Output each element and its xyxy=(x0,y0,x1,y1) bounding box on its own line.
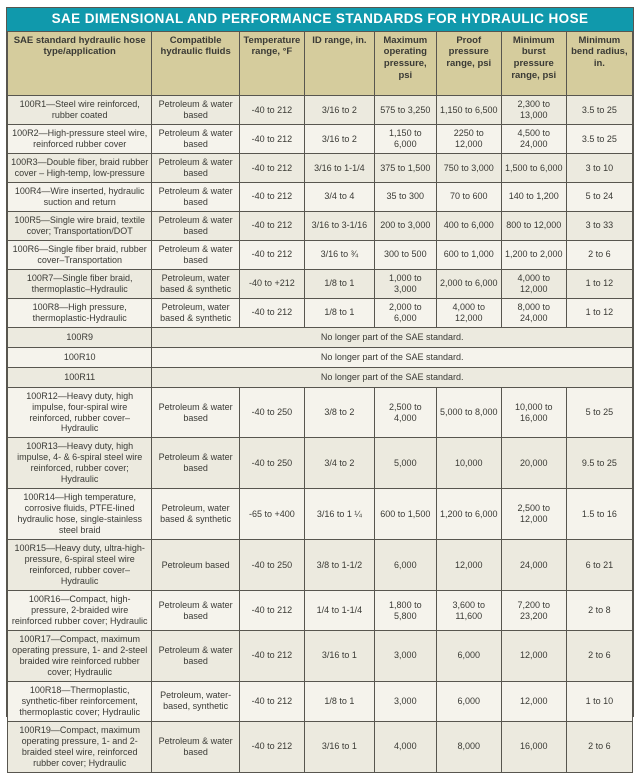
value-cell: 1,000 to 3,000 xyxy=(374,269,436,298)
value-cell: 3/4 to 2 xyxy=(304,438,374,489)
table-row xyxy=(8,630,633,681)
value-cell: 16,000 xyxy=(501,721,566,772)
table-row xyxy=(8,681,633,721)
value-cell: 1/8 to 1 xyxy=(304,269,374,298)
value-cell: 3,600 to 11,600 xyxy=(436,591,501,631)
value-cell: 1 to 12 xyxy=(566,269,632,298)
hose-type-cell: 100R6—Single fiber braid, rubber cover–Transportation xyxy=(8,240,152,269)
value-cell: 2 to 8 xyxy=(566,591,632,631)
value-cell: 3 to 33 xyxy=(566,211,632,240)
value-cell: 2 to 6 xyxy=(566,721,632,772)
table-row xyxy=(8,327,633,347)
value-cell: -40 to 212 xyxy=(239,630,304,681)
value-cell: -40 to 250 xyxy=(239,387,304,438)
column-header: Maximum operating pressure, psi xyxy=(374,31,436,95)
hose-type-cell: 100R9 xyxy=(8,327,152,347)
value-cell: Petroleum & water based xyxy=(152,438,240,489)
value-cell: 12,000 xyxy=(436,540,501,591)
value-cell: 600 to 1,500 xyxy=(374,489,436,540)
value-cell: 3/8 to 2 xyxy=(304,387,374,438)
value-cell: 1/8 to 1 xyxy=(304,298,374,327)
value-cell: 2,000 to 6,000 xyxy=(374,298,436,327)
value-cell: 7,200 to 23,200 xyxy=(501,591,566,631)
header-row xyxy=(8,31,633,95)
value-cell: -40 to 212 xyxy=(239,681,304,721)
value-cell: 6,000 xyxy=(436,681,501,721)
value-cell: Petroleum & water based xyxy=(152,721,240,772)
value-cell: 400 to 6,000 xyxy=(436,211,501,240)
value-cell: 1,200 to 2,000 xyxy=(501,240,566,269)
value-cell: 2,500 to 12,000 xyxy=(501,489,566,540)
value-cell: 2 to 6 xyxy=(566,630,632,681)
value-cell: 3 to 10 xyxy=(566,154,632,183)
value-cell: 6,000 xyxy=(374,540,436,591)
value-cell: 3,000 xyxy=(374,681,436,721)
value-cell: 1 to 12 xyxy=(566,298,632,327)
value-cell: 1,150 to 6,500 xyxy=(436,96,501,125)
value-cell: Petroleum, water-based, synthetic xyxy=(152,681,240,721)
value-cell: -40 to 212 xyxy=(239,298,304,327)
value-cell: 3.5 to 25 xyxy=(566,96,632,125)
value-cell: 5,000 xyxy=(374,438,436,489)
column-header: SAE standard hydraulic hose type/application xyxy=(8,31,152,95)
hose-type-cell: 100R18—Thermoplastic, synthetic-fiber reinforcement, thermoplastic cover; Hydraulic xyxy=(8,681,152,721)
table-row xyxy=(8,298,633,327)
value-cell: 12,000 xyxy=(501,681,566,721)
value-cell: Petroleum & water based xyxy=(152,387,240,438)
hose-type-cell: 100R19—Compact, maximum operating pressure, 1- and 2-braided steel wire, reinforced rubber cover; Hydraulic xyxy=(8,721,152,772)
value-cell: 2,000 to 6,000 xyxy=(436,269,501,298)
value-cell: 5 to 25 xyxy=(566,387,632,438)
value-cell: 2250 to 12,000 xyxy=(436,125,501,154)
value-cell: -40 to 212 xyxy=(239,721,304,772)
value-cell: -40 to 250 xyxy=(239,540,304,591)
table-row xyxy=(8,367,633,387)
hose-standards-table-card xyxy=(6,7,634,768)
table-row xyxy=(8,721,633,772)
hose-type-cell: 100R2—High-pressure steel wire, reinforced rubber cover xyxy=(8,125,152,154)
value-cell: -40 to 250 xyxy=(239,438,304,489)
value-cell: -65 to +400 xyxy=(239,489,304,540)
value-cell: 375 to 1,500 xyxy=(374,154,436,183)
hose-type-cell: 100R16—Compact, high-pressure, 2-braided wire reinforced rubber cover; Hydraulic xyxy=(8,591,152,631)
column-header: Minimum bend radius, in. xyxy=(566,31,632,95)
value-cell: 8,000 xyxy=(436,721,501,772)
value-cell: 600 to 1,000 xyxy=(436,240,501,269)
value-cell: 1/4 to 1-1/4 xyxy=(304,591,374,631)
value-cell: 2 to 6 xyxy=(566,240,632,269)
hose-type-cell: 100R15—Heavy duty, ultra-high-pressure, 6-spiral steel wire reinforced, rubber cover–Hydraulic xyxy=(8,540,152,591)
value-cell: 3/16 to ¾ xyxy=(304,240,374,269)
value-cell: 3/16 to 3-1/16 xyxy=(304,211,374,240)
value-cell: 35 to 300 xyxy=(374,182,436,211)
column-header: Minimum burst pressure range, psi xyxy=(501,31,566,95)
value-cell: 3/16 to 1 xyxy=(304,630,374,681)
value-cell: 12,000 xyxy=(501,630,566,681)
value-cell: -40 to 212 xyxy=(239,125,304,154)
value-cell: 1,800 to 5,800 xyxy=(374,591,436,631)
value-cell: 10,000 to 16,000 xyxy=(501,387,566,438)
value-cell: Petroleum & water based xyxy=(152,240,240,269)
value-cell: 140 to 1,200 xyxy=(501,182,566,211)
table-title: SAE DIMENSIONAL AND PERFORMANCE STANDARDS FOR HYDRAULIC HOSE xyxy=(7,8,633,31)
value-cell: 1.5 to 16 xyxy=(566,489,632,540)
value-cell: Petroleum, water based & synthetic xyxy=(152,269,240,298)
column-header: Compatible hydraulic fluids xyxy=(152,31,240,95)
value-cell: 9.5 to 25 xyxy=(566,438,632,489)
column-header: Temperature range, °F xyxy=(239,31,304,95)
hose-type-cell: 100R1—Steel wire reinforced, rubber coated xyxy=(8,96,152,125)
value-cell: 3/16 to 2 xyxy=(304,125,374,154)
hose-type-cell: 100R11 xyxy=(8,367,152,387)
value-cell: 3,000 xyxy=(374,630,436,681)
value-cell: 1 to 10 xyxy=(566,681,632,721)
defunct-note-cell: No longer part of the SAE standard. xyxy=(152,367,633,387)
table-row xyxy=(8,387,633,438)
value-cell: -40 to 212 xyxy=(239,96,304,125)
table-row xyxy=(8,154,633,183)
value-cell: 3.5 to 25 xyxy=(566,125,632,154)
value-cell: 24,000 xyxy=(501,540,566,591)
value-cell: 4,000 to 12,000 xyxy=(501,269,566,298)
value-cell: 6,000 xyxy=(436,630,501,681)
table-row xyxy=(8,489,633,540)
table-row xyxy=(8,240,633,269)
value-cell: 3/4 to 4 xyxy=(304,182,374,211)
value-cell: 1,200 to 6,000 xyxy=(436,489,501,540)
table-row xyxy=(8,269,633,298)
defunct-note-cell: No longer part of the SAE standard. xyxy=(152,327,633,347)
defunct-note-cell: No longer part of the SAE standard. xyxy=(152,347,633,367)
hose-type-cell: 100R4—Wire inserted, hydraulic suction and return xyxy=(8,182,152,211)
hose-type-cell: 100R3—Double fiber, braid rubber cover – High-temp, low-pressure xyxy=(8,154,152,183)
value-cell: 3/16 to 1 ¼ xyxy=(304,489,374,540)
table-row xyxy=(8,125,633,154)
value-cell: -40 to +212 xyxy=(239,269,304,298)
table-row xyxy=(8,347,633,367)
sae-hose-standards-table xyxy=(7,31,633,773)
column-header: Proof pressure range, psi xyxy=(436,31,501,95)
hose-type-cell: 100R13—Heavy duty, high impulse, 4- & 6-spiral steel wire reinforced, rubber cover; Hydraulic xyxy=(8,438,152,489)
hose-type-cell: 100R5—Single wire braid, textile cover; Transportation/DOT xyxy=(8,211,152,240)
value-cell: -40 to 212 xyxy=(239,182,304,211)
value-cell: Petroleum, water based & synthetic xyxy=(152,298,240,327)
value-cell: Petroleum & water based xyxy=(152,125,240,154)
hose-type-cell: 100R8—High pressure, thermoplastic-Hydraulic xyxy=(8,298,152,327)
value-cell: Petroleum & water based xyxy=(152,182,240,211)
value-cell: 800 to 12,000 xyxy=(501,211,566,240)
value-cell: 3/16 to 1-1/4 xyxy=(304,154,374,183)
value-cell: Petroleum & water based xyxy=(152,591,240,631)
hose-type-cell: 100R7—Single fiber braid, thermoplastic–Hydraulic xyxy=(8,269,152,298)
hose-type-cell: 100R17—Compact, maximum operating pressure, 1- and 2-steel braided wire reinforced rubber cover; Hydraulic xyxy=(8,630,152,681)
value-cell: 1,500 to 6,000 xyxy=(501,154,566,183)
value-cell: 5 to 24 xyxy=(566,182,632,211)
value-cell: 4,500 to 24,000 xyxy=(501,125,566,154)
hose-type-cell: 100R14—High temperature, corrosive fluids, PTFE-lined hydraulic hose, single-stainless steel braid xyxy=(8,489,152,540)
hose-type-cell: 100R10 xyxy=(8,347,152,367)
table-row xyxy=(8,182,633,211)
value-cell: -40 to 212 xyxy=(239,154,304,183)
table-row xyxy=(8,591,633,631)
value-cell: 200 to 3,000 xyxy=(374,211,436,240)
column-header: ID range, in. xyxy=(304,31,374,95)
table-header xyxy=(8,31,633,95)
value-cell: 300 to 500 xyxy=(374,240,436,269)
value-cell: 6 to 21 xyxy=(566,540,632,591)
value-cell: 2,500 to 4,000 xyxy=(374,387,436,438)
table-row xyxy=(8,540,633,591)
table-body xyxy=(8,96,633,772)
table-row xyxy=(8,96,633,125)
table-row xyxy=(8,438,633,489)
value-cell: 3/8 to 1-1/2 xyxy=(304,540,374,591)
value-cell: 2,300 to 13,000 xyxy=(501,96,566,125)
value-cell: Petroleum & water based xyxy=(152,630,240,681)
value-cell: 3/16 to 1 xyxy=(304,721,374,772)
value-cell: -40 to 212 xyxy=(239,240,304,269)
value-cell: 1,150 to 6,000 xyxy=(374,125,436,154)
value-cell: 4,000 to 12,000 xyxy=(436,298,501,327)
value-cell: 8,000 to 24,000 xyxy=(501,298,566,327)
value-cell: Petroleum, water based & synthetic xyxy=(152,489,240,540)
value-cell: -40 to 212 xyxy=(239,591,304,631)
value-cell: Petroleum based xyxy=(152,540,240,591)
value-cell: Petroleum & water based xyxy=(152,211,240,240)
value-cell: Petroleum & water based xyxy=(152,96,240,125)
value-cell: 3/16 to 2 xyxy=(304,96,374,125)
value-cell: 575 to 3,250 xyxy=(374,96,436,125)
value-cell: 750 to 3,000 xyxy=(436,154,501,183)
value-cell: 1/8 to 1 xyxy=(304,681,374,721)
value-cell: 70 to 600 xyxy=(436,182,501,211)
hose-type-cell: 100R12—Heavy duty, high impulse, four-spiral wire reinforced, rubber cover–Hydraulic xyxy=(8,387,152,438)
value-cell: -40 to 212 xyxy=(239,211,304,240)
value-cell: 5,000 to 8,000 xyxy=(436,387,501,438)
value-cell: 20,000 xyxy=(501,438,566,489)
value-cell: 4,000 xyxy=(374,721,436,772)
value-cell: 10,000 xyxy=(436,438,501,489)
table-row xyxy=(8,211,633,240)
value-cell: Petroleum & water based xyxy=(152,154,240,183)
